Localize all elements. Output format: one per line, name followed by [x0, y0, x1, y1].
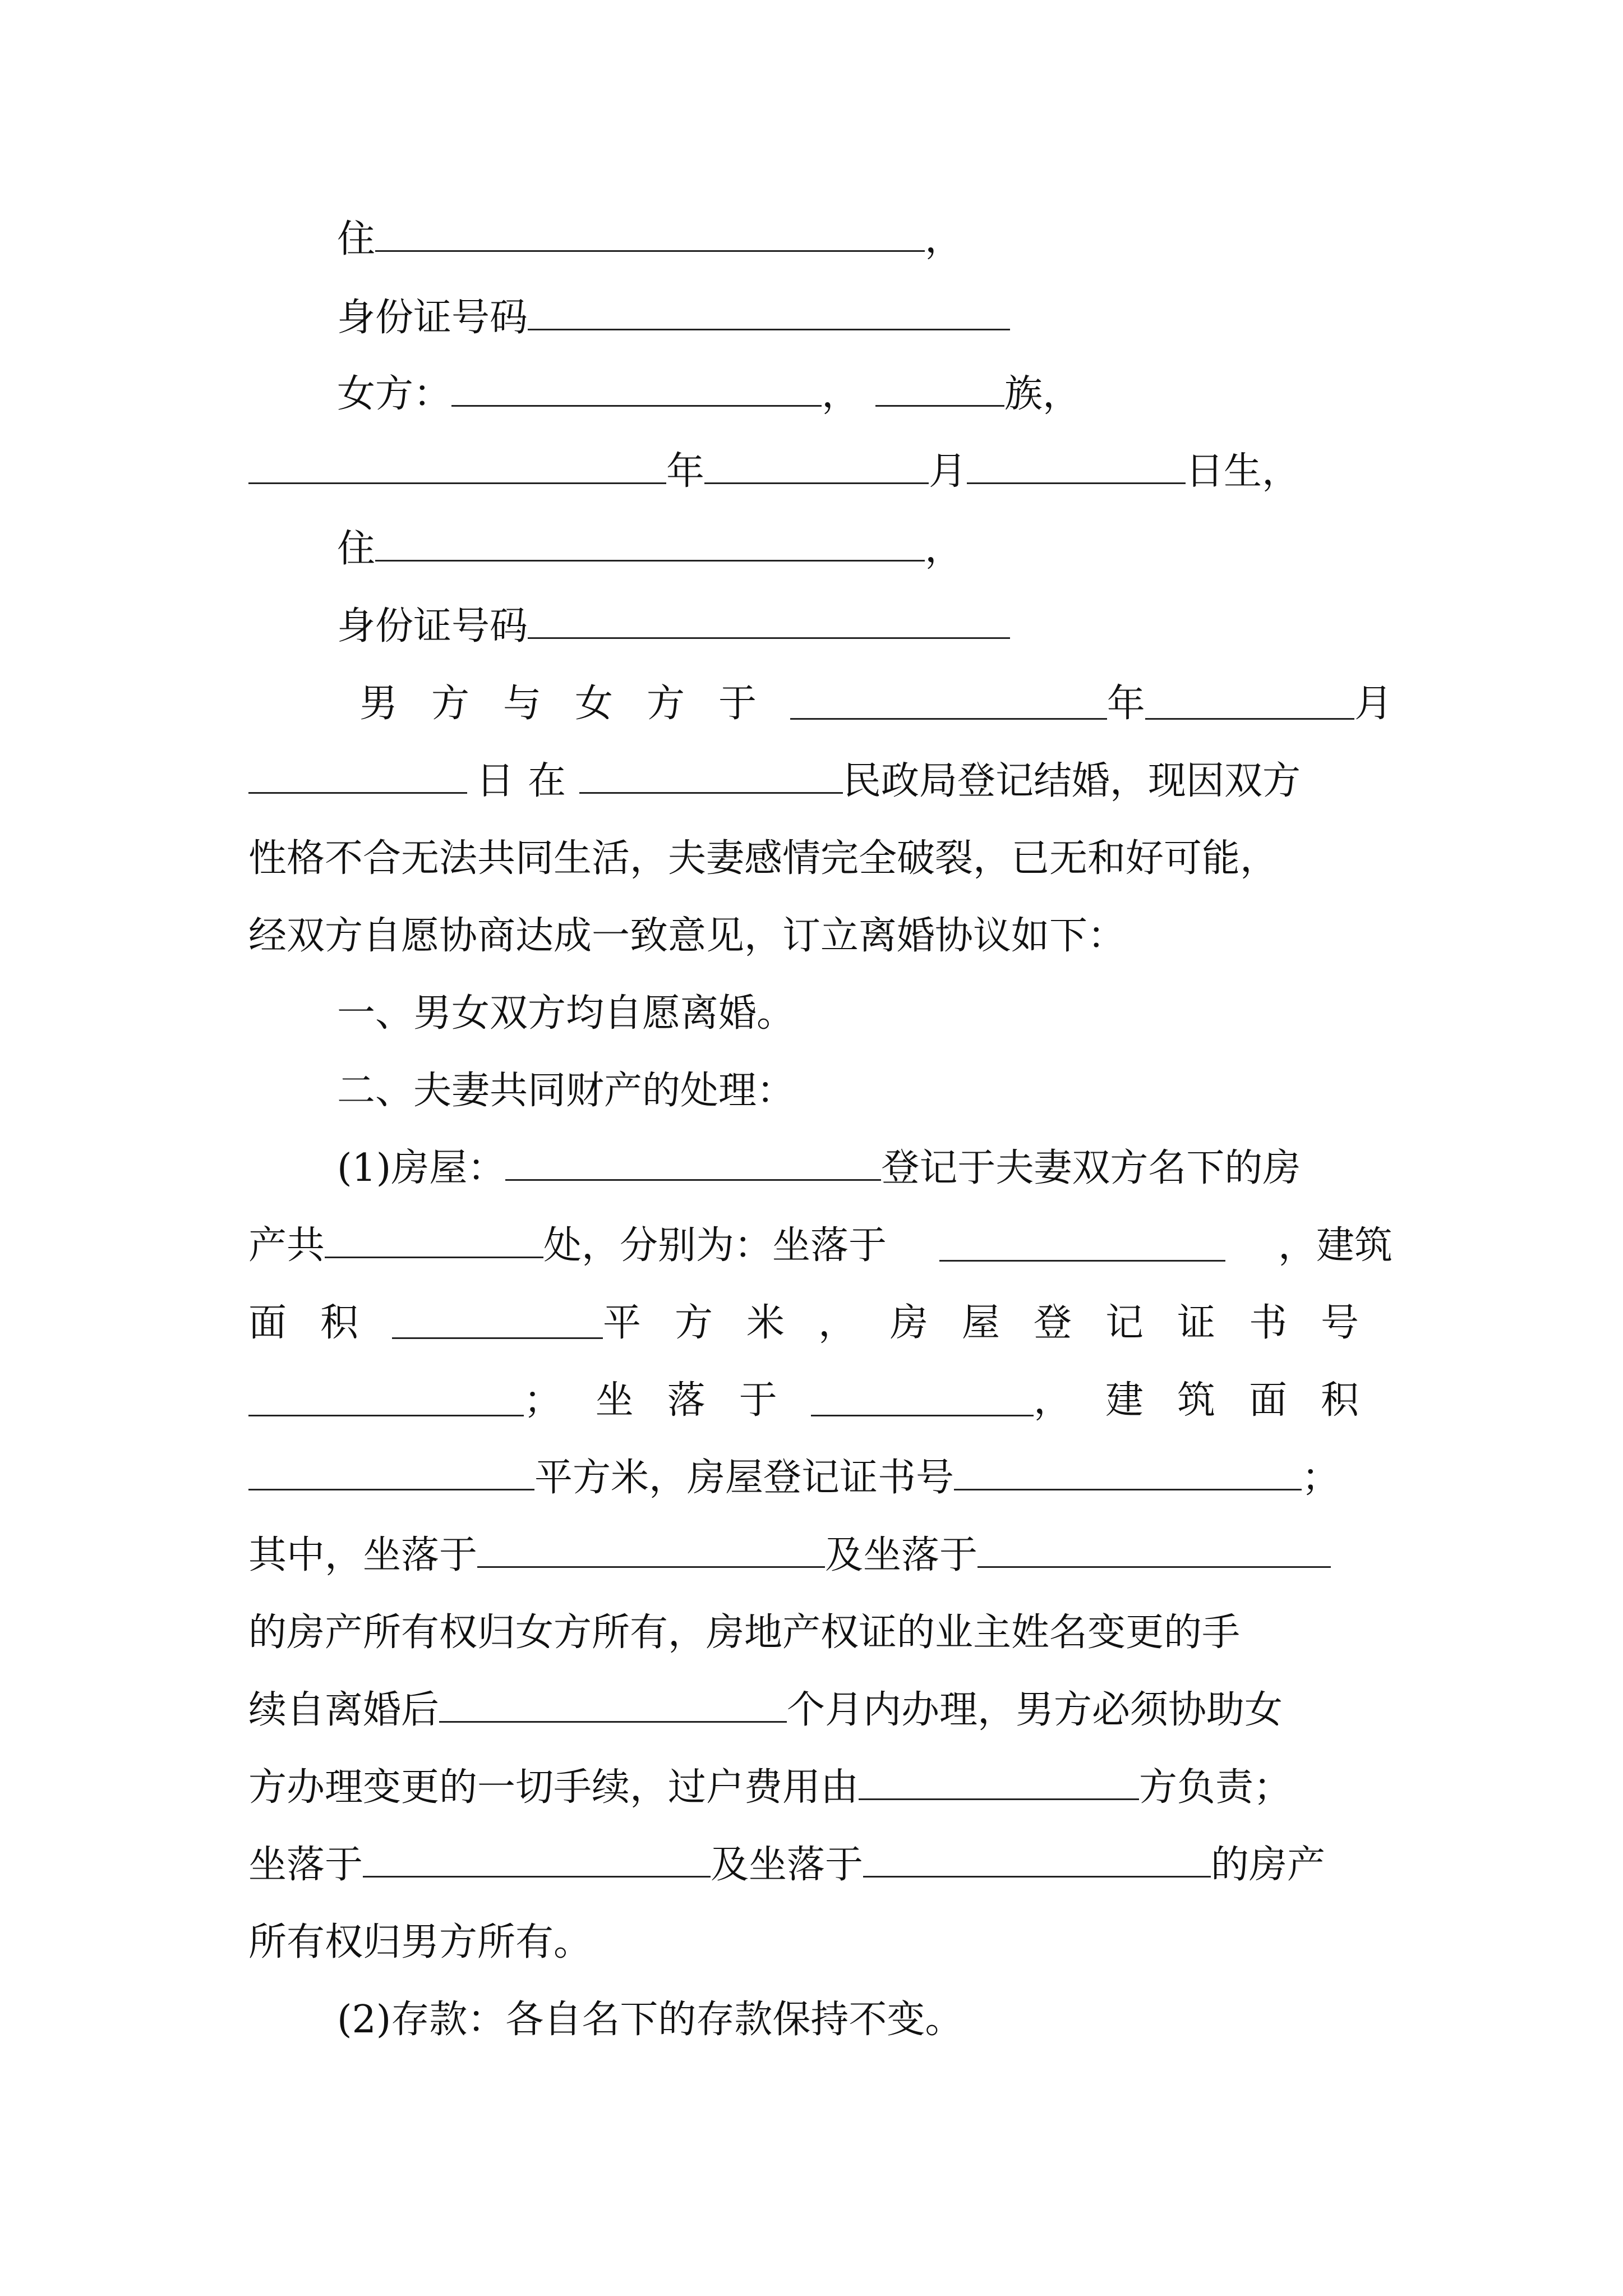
body-text: 方办理变更的一切手续，过户费用由: [248, 1765, 859, 1810]
address-blank: [375, 531, 925, 562]
woman-label: 女方：: [337, 372, 452, 416]
body-text: 及坐落于: [825, 1533, 978, 1577]
months-blank: [439, 1692, 787, 1723]
body-text: 产共: [248, 1223, 325, 1268]
house-line-5: [248, 1442, 1393, 1515]
woman-name-line: [337, 358, 1481, 431]
body-text: 平方米，房屋登记证书号: [602, 1301, 1393, 1345]
ethnicity-blank: [875, 376, 1004, 407]
location-blank: [363, 1847, 711, 1878]
location-blank: [939, 1231, 1225, 1262]
house-line-7: [248, 1596, 1393, 1669]
body-text: 及坐落于: [711, 1843, 864, 1887]
comma: ，: [925, 217, 963, 261]
area-blank: [248, 1460, 534, 1490]
clause-text: 二、夫妻共同财产的处理：: [337, 1069, 795, 1113]
month-label: 月: [1354, 682, 1393, 726]
house-line-11: [248, 1906, 1393, 1979]
location-blank: [811, 1386, 1034, 1416]
body-text: 经双方自愿协商达成一致意见，订立离婚协议如下：: [248, 914, 1126, 958]
fee-party-blank: [859, 1769, 1139, 1800]
month-label: 月: [929, 449, 967, 494]
address-label: 住: [337, 217, 376, 261]
body-text: 平方米，房屋登记证书号: [534, 1456, 955, 1500]
house-line-6: [248, 1519, 1393, 1592]
comma: ，: [925, 527, 963, 571]
marriage-date-line: [337, 668, 1393, 740]
ethnicity-label: 族，: [1004, 372, 1081, 416]
body-text: 所有权归男方所有。: [248, 1920, 592, 1964]
certificate-blank: [248, 1386, 524, 1416]
body-text: ，建筑: [1278, 1223, 1393, 1268]
marriage-month-blank: [1145, 689, 1354, 720]
body-text: ；坐落于: [523, 1378, 811, 1423]
woman-birth-line: [248, 435, 1393, 508]
location-blank: [978, 1537, 1331, 1568]
woman-address-line: [337, 513, 1481, 586]
id-blank: [528, 608, 1010, 639]
comma: ，: [822, 372, 860, 416]
marriage-day-blank: [248, 763, 467, 794]
clause-text: 一、男女双方均自愿离婚。: [337, 991, 795, 1036]
deposit-text: (2)存款：各自名下的存款保持不变。: [337, 1998, 963, 2042]
body-text: 登记于夫妻双方名下的房: [881, 1146, 1301, 1190]
deposit-line: [337, 1984, 1481, 2056]
civil-affairs-blank: [579, 763, 843, 794]
address-blank: [375, 221, 925, 252]
day-blank: [967, 453, 1186, 484]
body-text: 的房产: [1211, 1843, 1326, 1887]
body-text: ，建筑面积: [1033, 1378, 1393, 1423]
body-text: 的房产所有权归女方所有，房地产权证的业主姓名变更的手: [248, 1611, 1241, 1655]
body-text: 性格不合无法共同生活，夫妻感情完全破裂，已无和好可能，: [248, 836, 1279, 881]
body-text: 坐落于: [248, 1843, 363, 1887]
year-blank: [248, 453, 666, 484]
body-line-9: [248, 822, 1393, 895]
man-id-line: [337, 282, 1481, 355]
house-label: (1)房屋：: [337, 1146, 506, 1190]
house-blank: [505, 1150, 881, 1181]
registration-text: 民政局登记结婚，现因双方: [843, 759, 1301, 803]
clause-one: [337, 977, 1481, 1050]
marriage-registration-line: [248, 745, 1393, 818]
clause-two: [337, 1055, 1481, 1128]
house-line-4: [248, 1364, 1393, 1437]
house-line-10: [248, 1829, 1393, 1902]
body-text: 其中，坐落于: [248, 1533, 478, 1577]
id-label: 身份证号码: [337, 296, 528, 340]
birth-label: 日生，: [1186, 449, 1301, 494]
body-text: 面积: [248, 1301, 393, 1345]
house-line-8: [248, 1674, 1393, 1747]
location-blank: [863, 1847, 1211, 1878]
year-label: 年: [1106, 682, 1145, 726]
body-text: 续自离婚后: [248, 1688, 440, 1732]
address-label: 住: [337, 527, 376, 571]
marriage-intro: 男方与女方于: [359, 682, 791, 726]
body-text: ；: [1302, 1456, 1340, 1500]
id-blank: [528, 300, 1010, 330]
house-line-9: [248, 1751, 1393, 1824]
woman-id-line: [337, 590, 1481, 663]
id-label: 身份证号码: [337, 604, 528, 648]
body-text: 个月内办理，男方必须协助女: [787, 1688, 1283, 1732]
house-line-3: [248, 1287, 1393, 1360]
count-blank: [325, 1227, 543, 1258]
year-label: 年: [666, 449, 705, 494]
marriage-year-blank: [790, 689, 1107, 720]
body-text: 处，分别为：坐落于: [543, 1223, 887, 1268]
house-line-1: [337, 1132, 1481, 1205]
location-blank: [477, 1537, 825, 1568]
man-address-line: [337, 203, 1481, 276]
woman-name-blank: [451, 376, 822, 407]
month-blank: [704, 453, 929, 484]
area-blank: [392, 1308, 603, 1339]
day-label: 日在: [476, 759, 580, 803]
house-line-2: [248, 1209, 1393, 1282]
certificate-blank: [954, 1460, 1302, 1490]
body-line-10: [248, 900, 1393, 973]
body-text: 方负责；: [1139, 1765, 1292, 1810]
